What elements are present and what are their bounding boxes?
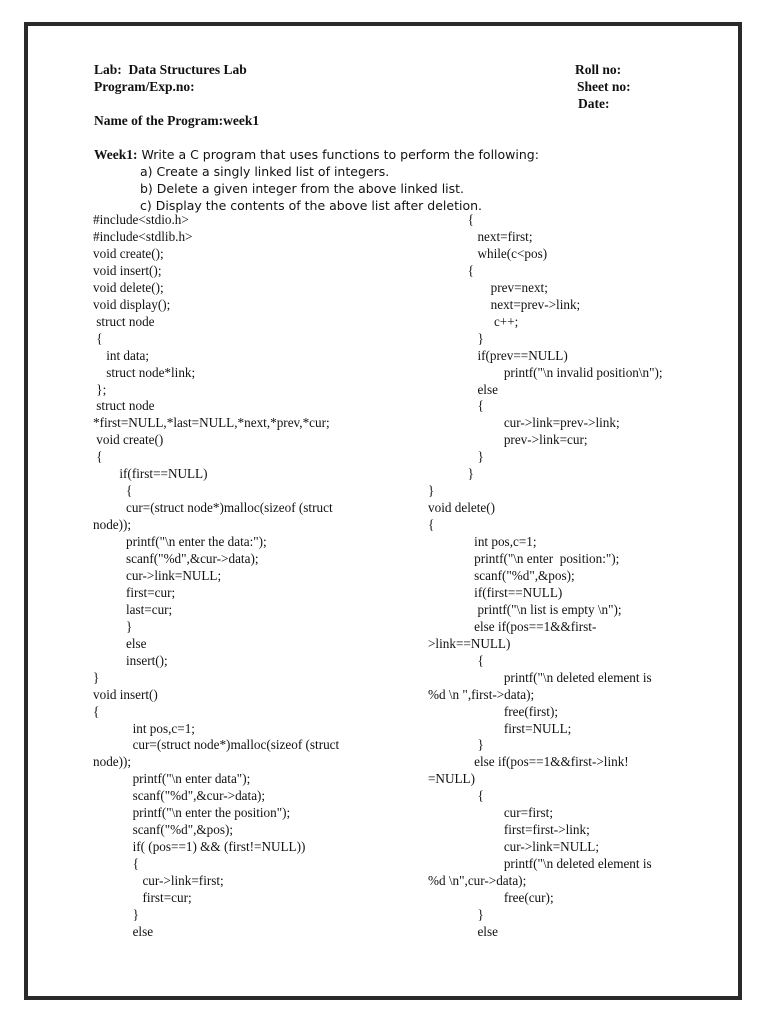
code-line: printf("\n deleted element is	[428, 669, 652, 685]
code-line: last=cur;	[93, 601, 173, 617]
code-line: {	[93, 856, 139, 872]
task-item: b) Delete a given integer from the above linked list.	[140, 181, 465, 196]
code-line: }	[428, 737, 484, 753]
code-line: node));	[93, 754, 132, 770]
code-line: next=prev->link;	[428, 296, 581, 312]
code-line: scanf("%d",&pos);	[93, 822, 234, 838]
code-line: #include<stdlib.h>	[93, 228, 193, 244]
code-line: c++;	[428, 313, 519, 329]
code-line: if(first==NULL)	[93, 466, 208, 482]
task-label: Week1:	[94, 147, 138, 162]
code-line: int pos,c=1;	[428, 534, 537, 550]
code-line: printf("\n invalid position\n");	[428, 364, 663, 380]
roll-no-label: Roll no:	[575, 62, 622, 77]
code-line: else if(pos==1&&first-	[428, 618, 597, 634]
code-line: *first=NULL,*last=NULL,*next,*prev,*cur;	[93, 415, 330, 431]
code-line: {	[428, 212, 474, 227]
code-line: struct node	[93, 313, 155, 329]
code-line: int pos,c=1;	[93, 720, 195, 736]
sheet-no-label: Sheet no:	[577, 79, 631, 94]
code-line: first=cur;	[93, 890, 192, 905]
code-line: }	[93, 618, 133, 634]
code-line: void insert()	[93, 686, 158, 702]
task-intro: Write a C program that uses functions to perform the following:	[137, 147, 539, 162]
code-line: printf("\n deleted element is	[428, 856, 652, 872]
code-line: void create();	[93, 245, 164, 261]
code-line: cur->link=NULL;	[428, 839, 600, 855]
lab-label: Lab: Data Structures Lab	[94, 62, 247, 77]
code-line: =NULL)	[428, 771, 475, 787]
code-line: struct node*link;	[93, 364, 196, 380]
date-label: Date:	[578, 96, 610, 111]
code-line: >link==NULL)	[428, 635, 511, 651]
code-line: }	[428, 330, 484, 346]
code-line: #include<stdio.h>	[93, 212, 189, 227]
code-line: void delete();	[93, 279, 164, 295]
task-statement	[94, 146, 539, 163]
code-line: if(prev==NULL)	[428, 347, 568, 363]
code-line: free(first);	[428, 703, 559, 719]
code-line: first=first->link;	[428, 822, 590, 838]
code-line: }	[428, 906, 484, 922]
code-line: scanf("%d",&cur->data);	[93, 551, 259, 566]
code-line: {	[428, 398, 484, 414]
program-exp-label: Program/Exp.no:	[94, 79, 195, 94]
code-line: }	[93, 669, 100, 685]
code-line: printf("\n enter the data:");	[93, 534, 267, 550]
code-line: int data;	[93, 347, 150, 363]
code-line: if( (pos==1) && (first!=NULL))	[93, 839, 306, 855]
code-line: else	[428, 381, 498, 397]
code-line: else if(pos==1&&first->link!	[428, 754, 629, 770]
code-line: else	[93, 923, 154, 939]
code-line: void insert();	[93, 262, 162, 278]
code-line: cur=first;	[428, 805, 554, 821]
code-line: if(first==NULL)	[428, 584, 563, 600]
code-line: struct node	[93, 398, 155, 414]
code-line: else	[428, 923, 498, 939]
code-line: void create()	[93, 432, 164, 448]
code-line: first=NULL;	[428, 720, 572, 736]
code-line: }	[428, 466, 474, 482]
code-line: {	[93, 330, 103, 346]
code-line: printf("\n enter the position");	[93, 805, 291, 821]
code-line: printf("\n enter data");	[93, 771, 251, 787]
task-item: a) Create a singly linked list of integers.	[140, 164, 390, 179]
code-line: {	[428, 262, 474, 278]
code-line: insert();	[93, 652, 168, 668]
code-line: else	[93, 635, 147, 651]
code-line: %d \n ",first->data);	[428, 686, 535, 702]
code-line: {	[428, 652, 484, 668]
code-line: void display();	[93, 296, 171, 312]
code-line: scanf("%d",&pos);	[428, 567, 575, 583]
code-line: %d \n",cur->data);	[428, 873, 527, 889]
code-line: }	[428, 483, 435, 499]
code-line: cur->link=NULL;	[93, 567, 222, 583]
code-line: cur->link=first;	[93, 873, 224, 889]
code-line: next=first;	[428, 228, 533, 244]
code-line: prev=next;	[428, 279, 548, 295]
code-line: printf("\n list is empty \n");	[428, 601, 622, 617]
code-line: cur=(struct node*)malloc(sizeof (struct	[93, 500, 333, 516]
code-line: {	[428, 517, 435, 533]
code-line: free(cur);	[428, 890, 554, 905]
code-line: void delete()	[428, 500, 496, 516]
code-line: {	[93, 703, 100, 719]
task-item: c) Display the contents of the above list after deletion.	[140, 198, 482, 213]
code-line: }	[428, 449, 484, 465]
code-line: {	[93, 449, 103, 465]
code-line: scanf("%d",&cur->data);	[93, 788, 266, 804]
code-line: while(c<pos)	[428, 245, 548, 261]
code-line: {	[93, 483, 133, 499]
code-line: printf("\n enter position:");	[428, 551, 620, 566]
code-line: }	[93, 906, 139, 922]
code-line: node));	[93, 517, 132, 533]
code-line: cur->link=prev->link;	[428, 415, 620, 431]
code-line: first=cur;	[93, 584, 176, 600]
code-line: {	[428, 788, 484, 804]
program-name: Name of the Program:week1	[94, 113, 260, 128]
code-line: };	[93, 381, 107, 397]
code-line: cur=(struct node*)malloc(sizeof (struct	[93, 737, 340, 753]
code-line: prev->link=cur;	[428, 432, 588, 448]
